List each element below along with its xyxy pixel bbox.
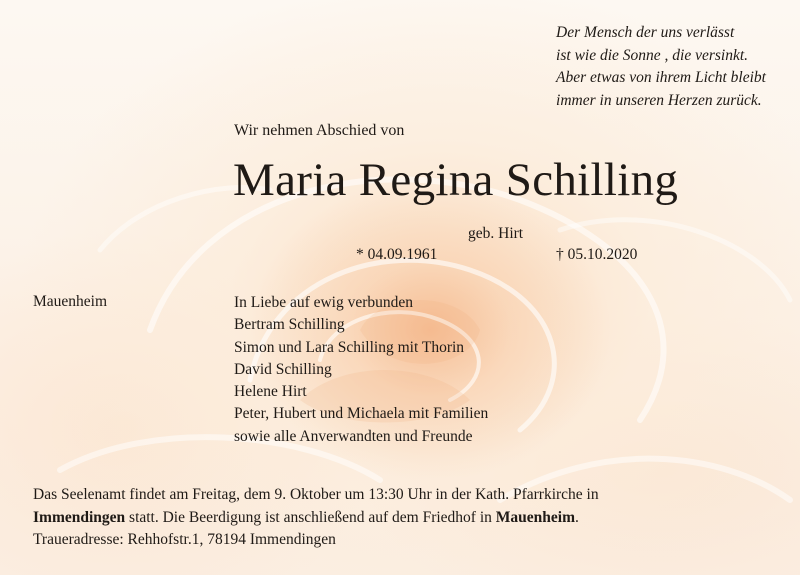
- list-item: In Liebe auf ewig verbunden: [234, 294, 414, 311]
- death-date: † 05.10.2020: [556, 246, 638, 263]
- service-announcement: [33, 484, 778, 552]
- place-of-residence: Mauenheim: [33, 293, 108, 310]
- list-item: Helene Hirt: [234, 383, 307, 401]
- farewell-intro: Wir nehmen Abschied von: [234, 122, 405, 139]
- deceased-name: Maria Regina Schilling: [233, 154, 679, 206]
- mourners-list: [234, 292, 488, 448]
- cemetery-town: Mauenheim: [495, 508, 575, 526]
- service-line-2: [33, 507, 778, 530]
- list-item: Peter, Hubert und Michaela mit Familien: [234, 405, 489, 423]
- service-line-2-text: statt. Die Beerdigung ist anschließend auf dem Friedhof in: [125, 508, 496, 526]
- birth-date: * 04.09.1961: [356, 246, 438, 263]
- memorial-poem: [556, 22, 766, 112]
- list-item: Bertram Schilling: [234, 316, 345, 334]
- list-item: David Schilling: [234, 360, 332, 378]
- church-town: Immendingen: [33, 508, 126, 526]
- service-line-2-end: .: [575, 508, 579, 526]
- poem-line: Der Mensch der uns verlässt: [556, 24, 735, 41]
- list-item: sowie alle Anverwandten und Freunde: [234, 427, 473, 445]
- birth-name: geb. Hirt: [468, 225, 524, 242]
- mourning-address: Traueradresse: Rehhofstr.1, 78194 Immendingen: [33, 531, 336, 548]
- poem-line: Aber etwas von ihrem Licht bleibt: [556, 69, 766, 86]
- poem-line: ist wie die Sonne , die versinkt.: [556, 46, 749, 64]
- service-line-1: Das Seelenamt findet am Freitag, dem 9. Oktober um 13:30 Uhr in der Kath. Pfarrkirche in: [33, 486, 599, 503]
- poem-line: immer in unseren Herzen zurück.: [556, 91, 762, 109]
- list-item: Simon und Lara Schilling mit Thorin: [234, 338, 465, 356]
